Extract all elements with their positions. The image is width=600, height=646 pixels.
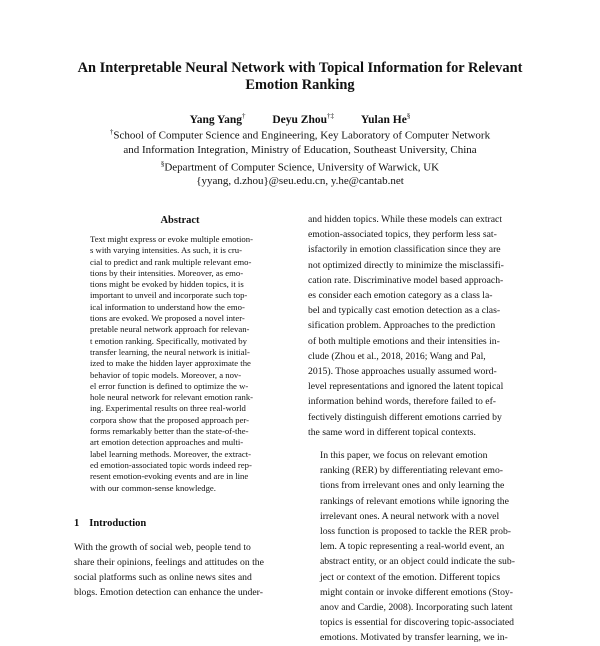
text-line: sification problem. Approaches to the prediction — [308, 320, 496, 332]
affiliations — [60, 125, 540, 188]
affiliation-line — [60, 143, 540, 157]
text-line: isfactorily in emotion classification since they are — [308, 244, 501, 256]
email-line: {yyang, d.zhou}@seu.edu.cn, y.he@cantab.net — [196, 175, 404, 188]
text-line: fectively distinguish different emotions carried by — [308, 411, 502, 423]
section-number: 1 — [74, 518, 80, 529]
text-line: ject or context of the emotion. Different topics — [320, 571, 501, 583]
text-line: In this paper, we focus on relevant emotion — [320, 450, 488, 462]
text-line: label learning methods. Moreover, the extract- — [90, 448, 252, 459]
text-line: not optimized directly to minimize the misclassifi- — [308, 259, 504, 271]
text-line: with our common-sense knowledge. — [90, 482, 216, 493]
author-name: Yang Yang — [189, 113, 242, 126]
paper-title — [60, 60, 540, 94]
text-line: emotions. Motivated by transfer learning, we in- — [320, 632, 508, 644]
text-line: bel and typically cast emotion detection as a clas- — [308, 305, 501, 317]
affiliation-line — [60, 125, 540, 143]
text-line: cial to predict and rank multiple relevant emo- — [90, 256, 252, 267]
section-heading — [74, 518, 146, 529]
text-line: 2015). Those approaches usually assumed word- — [308, 366, 497, 378]
text-line: s with varying intensities. As such, it is cru- — [90, 245, 243, 256]
text-line: With the growth of social web, people tend to — [74, 542, 251, 553]
affiliation-text: and Information Integration, Ministry of Education, Southeast University, China — [123, 143, 477, 156]
right-column — [308, 212, 534, 646]
text-line: corpora show that the proposed approach per- — [90, 414, 250, 425]
affiliation-mark: § — [160, 159, 165, 168]
title-line: An Interpretable Neural Network with Topical Information for Relevant — [77, 60, 523, 76]
text-line: important to unveil and incorporate such top- — [90, 290, 248, 301]
text-line: the same word in different topical contexts. — [308, 426, 476, 438]
text-line: abstract entity, or an object could indicate the sub- — [320, 556, 515, 568]
text-line: information behind words, therefore failed to ef- — [308, 396, 497, 408]
text-line: t emotion ranking. Specifically, motivated by — [90, 335, 247, 346]
text-line: topics is essential for discovering topic-associated — [320, 617, 514, 629]
text-line: behavior of topic models. Moreover, a nov- — [90, 369, 242, 380]
text-line: tions are evoked. We proposed a novel inter- — [90, 313, 245, 324]
affiliation-line — [60, 157, 540, 175]
text-line: art emotion detection approaches and multi- — [90, 437, 244, 448]
text-line: emotion-associated topics, they perform less sat- — [308, 229, 497, 241]
text-line: loss function is proposed to tackle the RER prob- — [320, 526, 512, 538]
text-line: resent emotion-evoking events and are in line — [90, 471, 249, 482]
text-line: forms remarkably better than the state-of-the- — [90, 426, 249, 437]
text-line: might contain or invoke different emotions (Stoy- — [320, 586, 513, 598]
text-line: pretable neural network approach for relevan- — [90, 324, 250, 335]
abstract-heading: Abstract — [160, 215, 200, 226]
text-line: ized to make the hidden layer approximate the — [90, 358, 251, 369]
affiliation-text: School of Computer Science and Engineering, Key Laboratory of Computer Network — [113, 129, 491, 142]
author-mark: § — [406, 112, 411, 120]
text-line: Text might express or evoke multiple emotion- — [90, 234, 253, 244]
author-mark: † — [241, 112, 246, 120]
text-line: transfer learning, the neural network is initial- — [90, 346, 250, 357]
text-line: tions might be evoked by hidden topics, it is — [90, 279, 244, 290]
title-line: Emotion Ranking — [245, 77, 355, 93]
text-line: tions by their intensities. Moreover, as emo- — [90, 267, 244, 278]
affiliation-text: Department of Computer Science, University of Warwick, UK — [164, 161, 440, 174]
text-line: blogs. Emotion detection can enhance the under- — [74, 587, 263, 598]
section-title: Introduction — [89, 518, 147, 529]
text-line: clude (Zhou et al., 2018, 2016; Wang and Pal, — [308, 350, 486, 362]
text-line: ed emotion-associated topic words indeed rep- — [90, 459, 252, 470]
text-line: es consider each emotion category as a class la- — [308, 290, 493, 302]
abstract-body — [90, 234, 290, 494]
text-line: rankings of relevant emotions while ignoring the — [320, 495, 509, 507]
body-paragraph — [308, 212, 534, 440]
author-name: Yulan He — [360, 113, 407, 126]
text-line: ing. Experimental results on three real-world — [90, 403, 246, 414]
text-line: share their opinions, feelings and attitudes on the — [74, 557, 264, 568]
text-line: level representations and ignored the latent topical — [308, 381, 504, 393]
intro-paragraph — [74, 540, 299, 600]
author-name: Deyu Zhou — [272, 113, 328, 126]
text-line: ranking (RER) by differentiating relevant emo- — [320, 465, 504, 477]
author-mark: †‡ — [327, 112, 335, 120]
text-line: irrelevant ones. A neural network with a novel — [320, 510, 500, 522]
text-line: of both multiple emotions and their intensities in- — [308, 335, 500, 347]
text-line: cation rate. Discriminative model based approach- — [308, 274, 504, 286]
text-line: el error function is defined to optimize the w- — [90, 380, 249, 391]
text-line: lem. A topic representing a real-world event, an — [320, 541, 505, 553]
text-line: hole neural network for relevant emotion rank- — [90, 392, 254, 403]
text-line: anov and Cardie, 2008). Incorporating such latent — [320, 602, 513, 614]
text-line: and hidden topics. While these models can extract — [308, 214, 503, 225]
body-paragraph — [308, 448, 534, 646]
affiliation-mark: † — [109, 128, 114, 136]
author-list — [60, 112, 540, 126]
text-line: social platforms such as online news sites and — [74, 572, 252, 583]
text-line: ical information to understand how the emo- — [90, 301, 245, 312]
text-line: tions from irrelevant ones and only learning the — [320, 480, 505, 492]
